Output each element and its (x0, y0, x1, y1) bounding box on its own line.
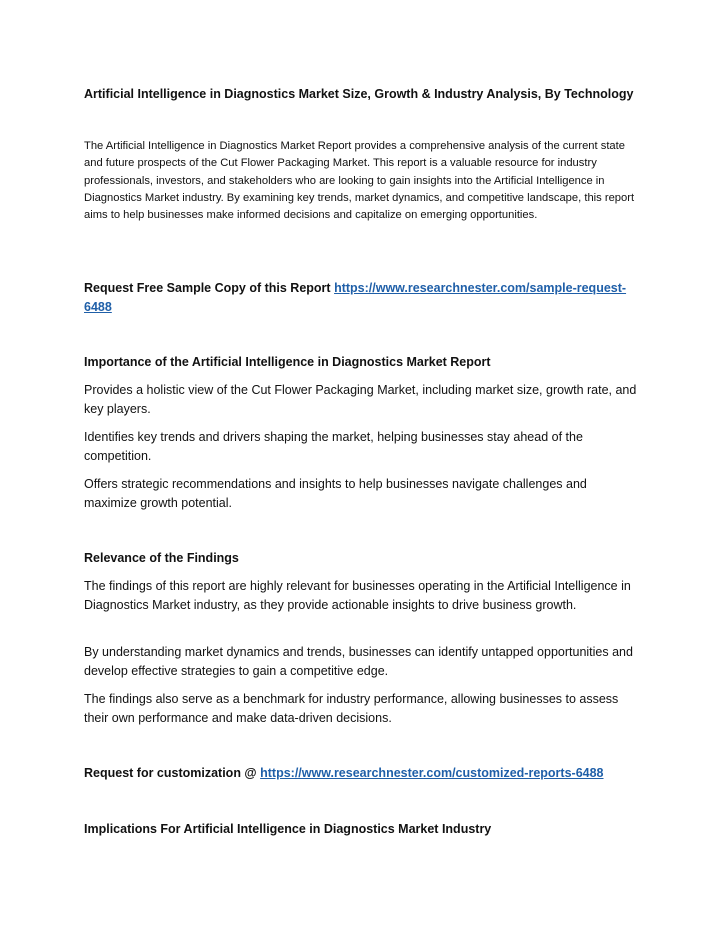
sample-request-label: Request Free Sample Copy of this Report (84, 281, 331, 295)
importance-point-3: Offers strategic recommendations and insights to help businesses navigate challenges and maximize growth potential. (84, 477, 587, 510)
document-title: Artificial Intelligence in Diagnostics Market Size, Growth & Industry Analysis, By Technology (84, 87, 634, 101)
customization-label: Request for customization @ (84, 766, 257, 780)
intro-paragraph: The Artificial Intelligence in Diagnostics Market Report provides a comprehensive analysis of the current state and future prospects of the Cut Flower Packaging Market. This report is a valuable resource for industry professionals, investors, and stakeholders who are looking to gain insights into the Artificial Intelligence in Diagnostics Market industry. By examining key trends, market dynamics, and competitive landscape, this report aims to help businesses make informed decisions and capitalize on emerging opportunities. (84, 140, 635, 222)
relevance-point-2: By understanding market dynamics and trends, businesses can identify untapped opportunities and develop effective strategies to gain a competitive edge. (84, 645, 633, 678)
importance-heading: Importance of the Artificial Intelligence in Diagnostics Market Report (84, 355, 491, 369)
implications-heading: Implications For Artificial Intelligence in Diagnostics Market Industry (84, 822, 492, 836)
relevance-point-1: The findings of this report are highly relevant for businesses operating in the Artificial Intelligence in Diagnostics Market industry, as they provide actionable insights to drive business growth. (84, 579, 631, 612)
sample-request-line (84, 279, 640, 316)
customization-link[interactable]: https://www.researchnester.com/customized-reports-6488 (260, 766, 604, 780)
customization-line (84, 765, 640, 781)
relevance-heading: Relevance of the Findings (84, 551, 239, 565)
importance-point-2: Identifies key trends and drivers shaping the market, helping businesses stay ahead of the competition. (84, 430, 583, 463)
sample-request-link[interactable]: https://www.researchnester.com/sample-request-6488 (84, 281, 627, 314)
relevance-point-3: The findings also serve as a benchmark for industry performance, allowing businesses to assess their own performance and make data-driven decisions. (84, 692, 619, 725)
importance-point-1: Provides a holistic view of the Cut Flower Packaging Market, including market size, growth rate, and key players. (84, 383, 637, 416)
